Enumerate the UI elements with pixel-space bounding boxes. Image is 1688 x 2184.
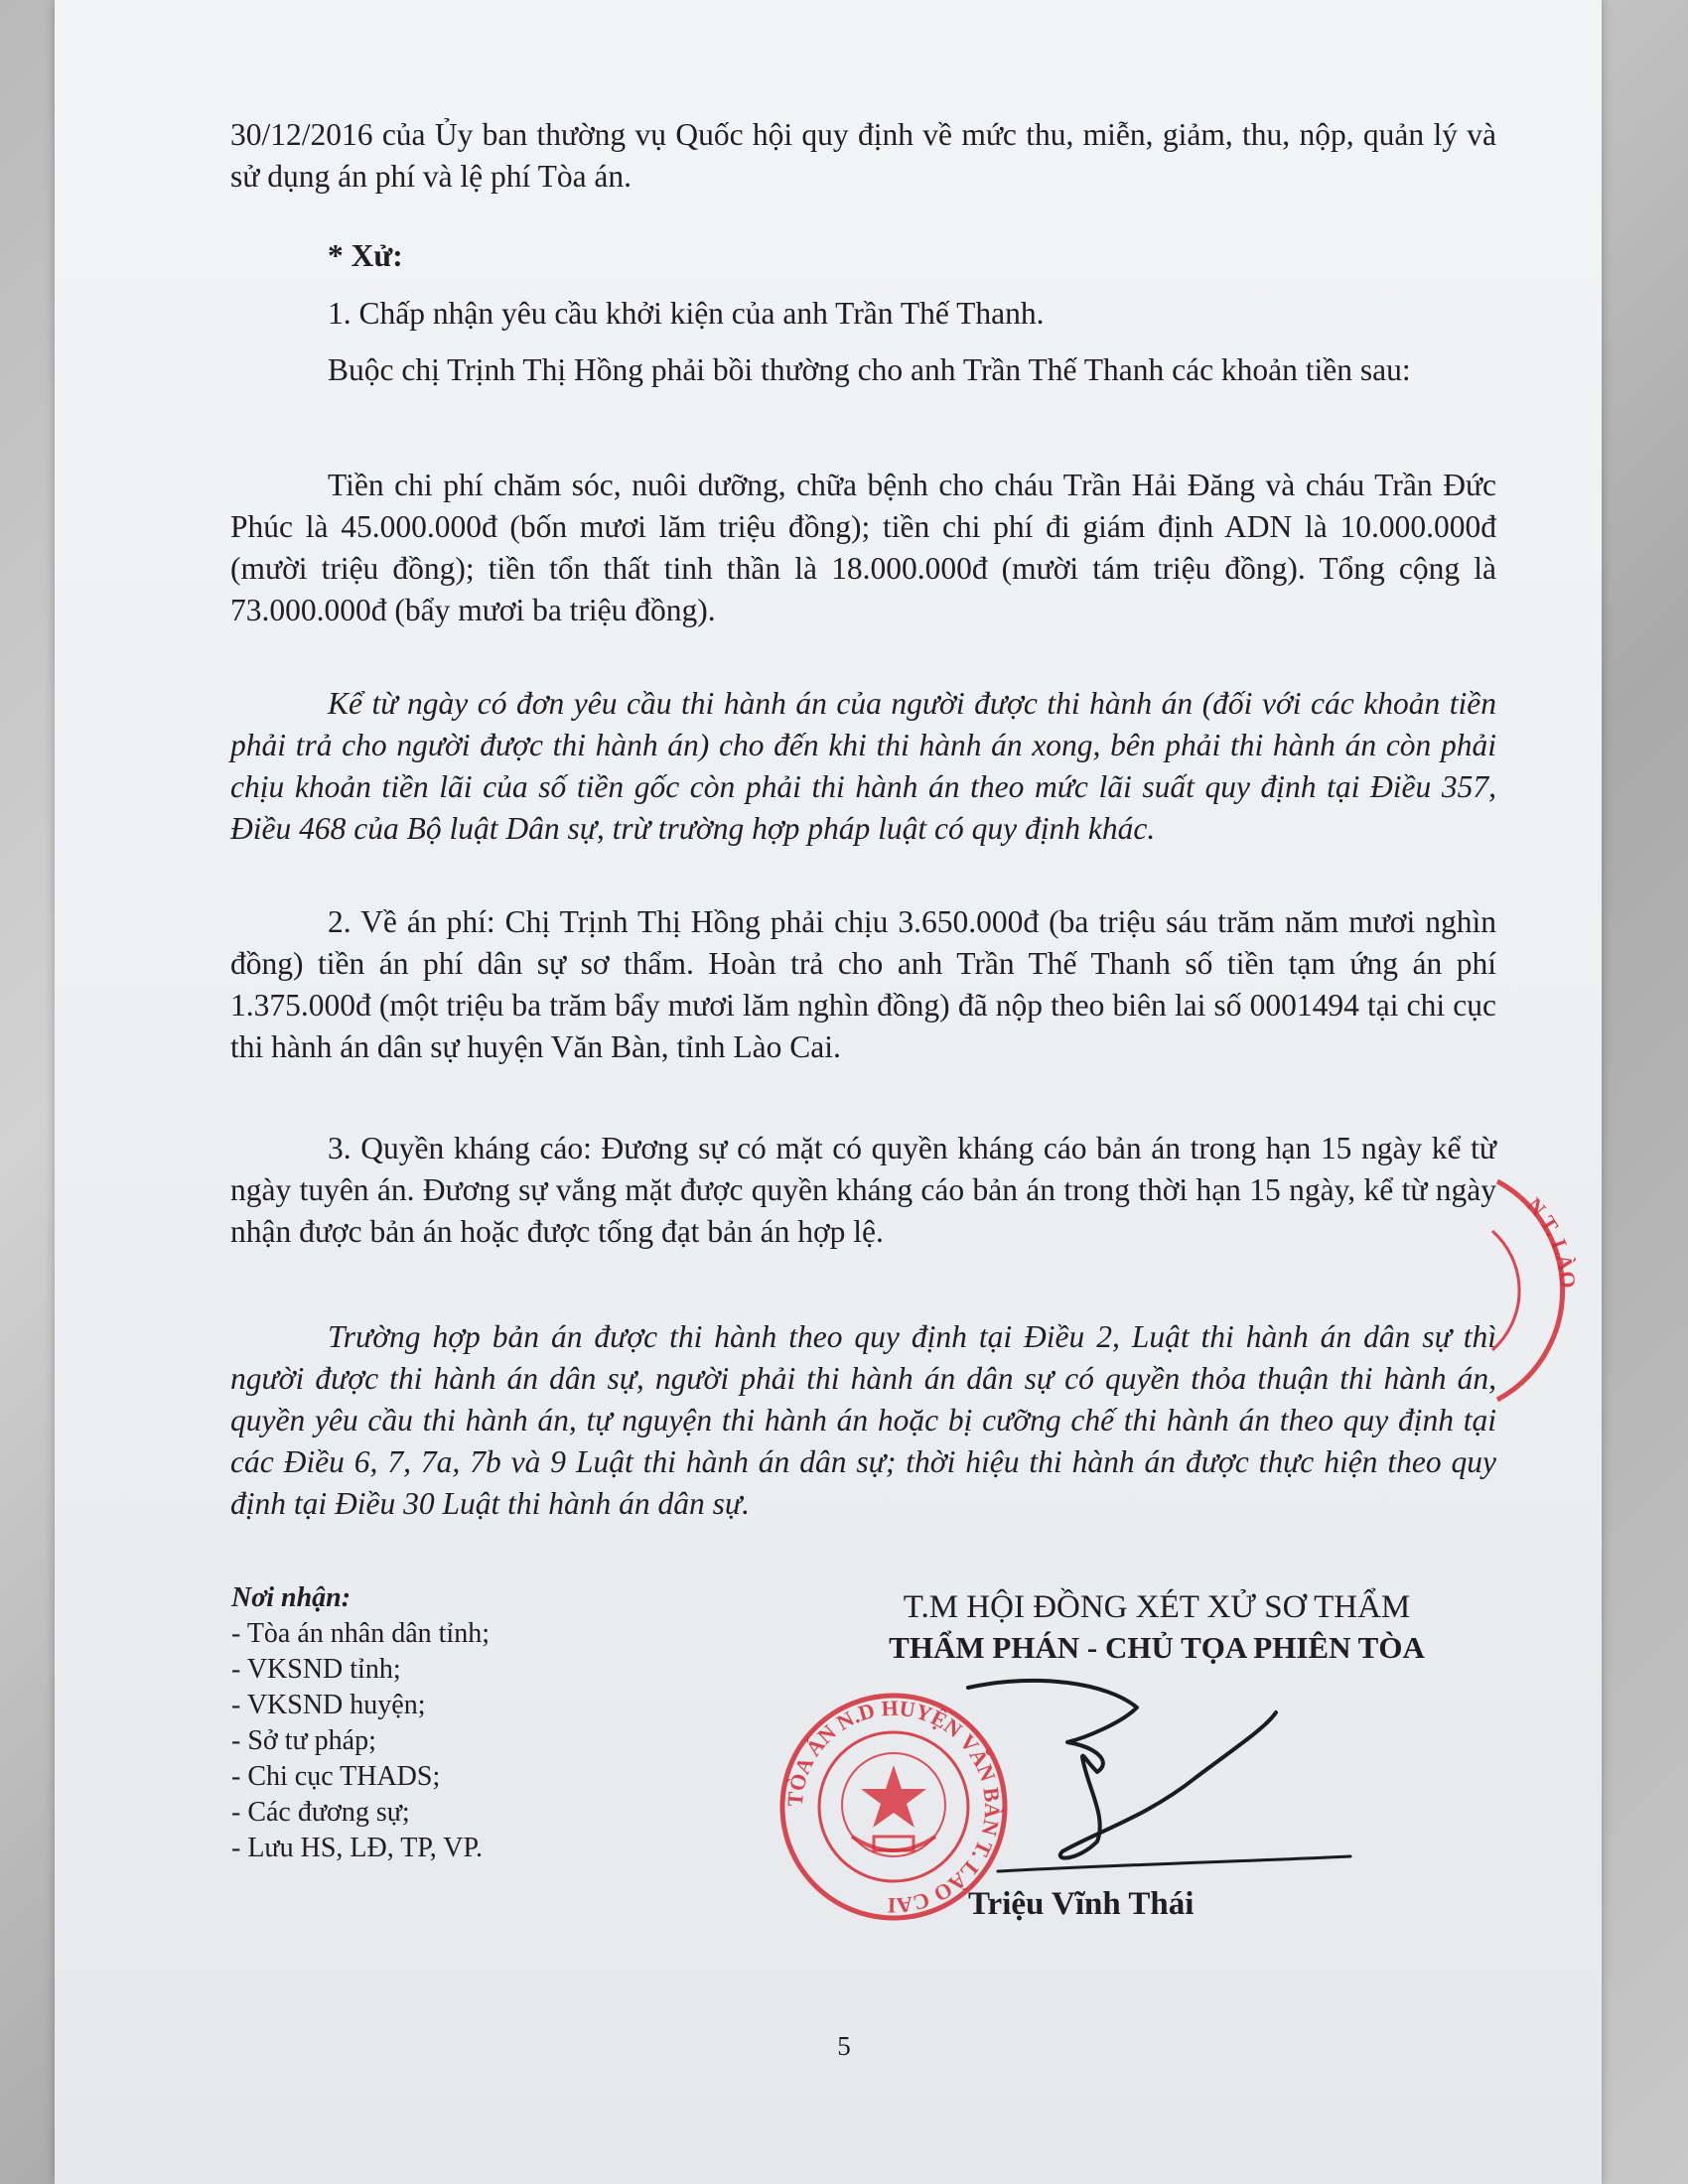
paragraph-enforcement-clause: Trường hợp bản án được thi hành theo quy định tại Điều 2, Luật thi hành án dân sự thì người được thi hành án dân sự, người phải thi hành án dân sự có quyền thỏa thuận thi hành án, quyền yêu cầu thi hành án, tự nguyện thi hành án hoặc bị cưỡng chế thi hành án theo quy định tại các Điều 6, 7, 7a, 7b và 9 Luật thi hành án dân sự; thời hiệu thi hành án được thực hiện theo quy định tại Điều 30 Luật thi hành án dân sự. <box>230 1319 1496 1521</box>
decision-heading: * Xử: <box>328 238 403 273</box>
paragraph-fee-resolution: 30/12/2016 của Ủy ban thường vụ Quốc hội quy định về mức thu, miễn, giảm, thu, nộp, quản lý và sử dụng án phí và lệ phí Tòa án. <box>230 117 1496 194</box>
judge-title: THẨM PHÁN - CHỦ TỌA PHIÊN TÒA <box>889 1630 1425 1665</box>
court-seal-text: TÒA ÁN N.D HUYỆN VĂN BÀN T. LÀO CAI <box>781 1695 1006 1919</box>
recipient-item: - Tòa án nhân dân tỉnh; <box>231 1618 490 1649</box>
edge-seal-stamp <box>1487 1171 1617 1410</box>
council-title: T.M HỘI ĐỒNG XÉT XỬ SƠ THẨM <box>903 1589 1411 1625</box>
recipient-item: - VKSND huyện; <box>231 1690 426 1720</box>
recipient-item: - Lưu HS, LĐ, TP, VP. <box>231 1833 483 1863</box>
recipients-items <box>231 1616 708 1866</box>
recipient-item: - Các đương sự; <box>231 1797 410 1828</box>
paragraph-interest-clause: Kể từ ngày có đơn yêu cầu thi hành án của người được thi hành án (đối với các khoản tiền phải trả cho người được thi hành án) cho đến khi thi hành án xong, bên phải thi hành án còn phải chịu khoản tiền lãi của số tiền gốc còn phải thi hành án theo mức lãi suất quy định tại Điều 357, Điều 468 của Bộ luật Dân sự, trừ trường hợp pháp luật có quy định khác. <box>230 686 1496 846</box>
edge-seal-text: N T. LÀO <box>1521 1192 1581 1290</box>
page-number: 5 <box>837 2031 851 2061</box>
recipient-item: - Sở tư pháp; <box>231 1725 376 1756</box>
svg-text:N T. LÀO <box>1522 1192 1581 1289</box>
recipient-item: - Chi cục THADS; <box>231 1761 441 1792</box>
recipients-list <box>231 1580 708 1866</box>
paragraph-compensation-amounts: Tiền chi phí chăm sóc, nuôi dưỡng, chữa bệnh cho cháu Trần Hải Đăng và cháu Trần Đức Phúc là 45.000.000đ (bốn mươi lăm triệu đồng); tiền chi phí đi giám định ADN là 10.000.000đ (mười triệu đồng); tiền tổn thất tinh thần là 18.000.000đ (mười tám triệu đồng). Tổng cộng là 73.000.000đ (bẩy mươi ba triệu đồng). <box>230 468 1496 627</box>
signature-block <box>770 1586 1544 1668</box>
recipients-heading: Nơi nhận: <box>231 1582 352 1613</box>
handwritten-signature <box>948 1668 1365 1886</box>
signer-name: Triệu Vĩnh Thái <box>968 1886 1195 1922</box>
paragraph-accept-claim: 1. Chấp nhận yêu cầu khởi kiện của anh Trần Thế Thanh. <box>328 296 1045 331</box>
paragraph-court-fees: 2. Về án phí: Chị Trịnh Thị Hồng phải chịu 3.650.000đ (ba triệu sáu trăm năm mươi nghìn đồng) tiền án phí dân sự sơ thẩm. Hoàn trả cho anh Trần Thế Thanh số tiền tạm ứng án phí 1.375.000đ (một triệu ba trăm bẩy mươi lăm nghìn đồng) đã nộp theo biên lai số 0001494 tại chi cục thi hành án dân sự huyện Văn Bàn, tỉnh Lào Cai. <box>230 904 1496 1064</box>
paragraph-compensation-order: Buộc chị Trịnh Thị Hồng phải bồi thường cho anh Trần Thế Thanh các khoản tiền sau: <box>328 352 1411 387</box>
paragraph-appeal-rights: 3. Quyền kháng cáo: Đương sự có mặt có quyền kháng cáo bản án trong hạn 15 ngày kể từ ngày tuyên án. Đương sự vắng mặt được quyền kháng cáo bản án trong thời hạn 15 ngày, kể từ ngày nhận được bản án hoặc được tống đạt bản án hợp lệ. <box>230 1131 1496 1249</box>
recipient-item: - VKSND tỉnh; <box>231 1654 401 1685</box>
